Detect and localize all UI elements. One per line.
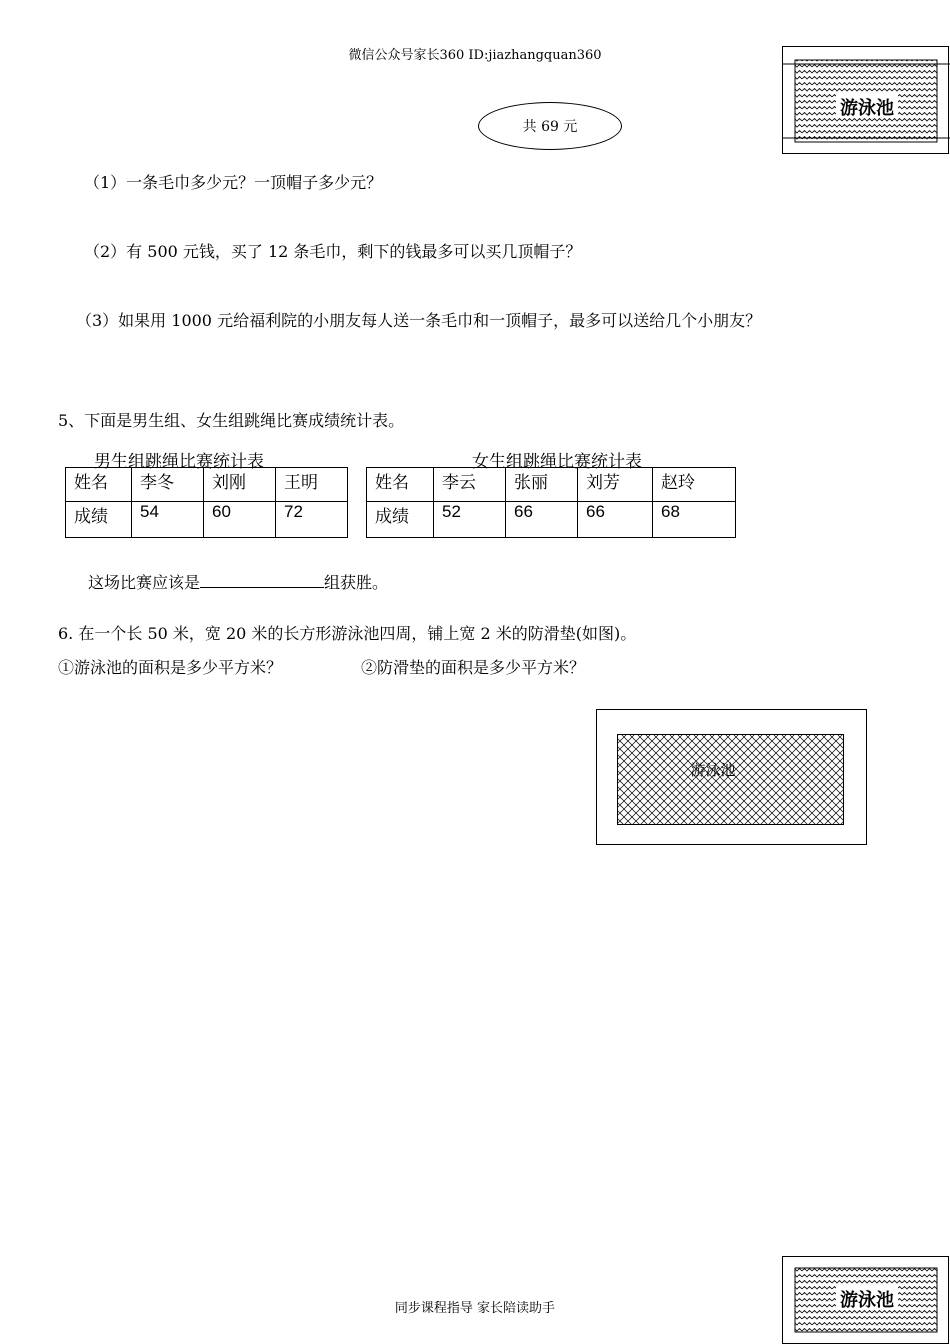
- page-footer: 同步课程指导 家长陪读助手: [394, 1301, 556, 1316]
- question-4-1: （1）一条毛巾多少元？一顶帽子多少元？: [84, 173, 383, 192]
- table-cell: 刘芳: [578, 468, 653, 502]
- girls-score-table: [366, 467, 736, 538]
- table-cell: 王明: [276, 468, 348, 502]
- table-cell: 姓名: [367, 468, 434, 502]
- answer-blank[interactable]: [200, 573, 324, 588]
- table-cell: 66: [506, 502, 578, 538]
- price-oval: [478, 102, 622, 150]
- table-cell: 张丽: [506, 468, 578, 502]
- table-cell: 李云: [434, 468, 506, 502]
- pool-badge-bottom: [782, 1256, 950, 1344]
- table-cell: 68: [653, 502, 736, 538]
- answer-suffix: 组获胜。: [324, 573, 389, 592]
- question-6-intro: 6. 在一个长 50 米，宽 20 米的长方形游泳池四周，铺上宽 2 米的防滑垫(如图)。: [58, 624, 637, 643]
- boys-table-title: 男生组跳绳比赛统计表: [94, 452, 264, 472]
- table-row: [367, 502, 736, 538]
- table-cell: 赵玲: [653, 468, 736, 502]
- table-cell: 72: [276, 502, 348, 538]
- pool-badge-graphic: [782, 1256, 950, 1344]
- pool-badge-top: [782, 46, 950, 156]
- table-cell: 66: [578, 502, 653, 538]
- pool-diagram-label: 游泳池: [690, 761, 736, 779]
- table-cell: 成绩: [66, 502, 132, 538]
- girls-table-title: 女生组跳绳比赛统计表: [472, 452, 642, 472]
- pool-badge-label: 游泳池: [840, 1290, 894, 1311]
- table-cell: 54: [132, 502, 204, 538]
- table-cell: 成绩: [367, 502, 434, 538]
- price-oval-text: 共 69 元: [522, 119, 578, 135]
- table-cell: 52: [434, 502, 506, 538]
- question-4-2: （2）有 500 元钱，买了 12 条毛巾，剩下的钱最多可以买几顶帽子？: [84, 242, 582, 261]
- table-row: [66, 502, 348, 538]
- question-4-3: （3）如果用 1000 元给福利院的小朋友每人送一条毛巾和一顶帽子，最多可以送给几个小朋友？: [76, 311, 762, 330]
- table-row: [66, 468, 348, 502]
- pool-diagram-graphic: [596, 709, 868, 846]
- answer-prefix: 这场比赛应该是: [88, 573, 201, 592]
- boys-score-table: [65, 467, 348, 538]
- pool-badge-label: 游泳池: [840, 98, 894, 119]
- question-5-answer-line: [88, 570, 388, 593]
- table-cell: 60: [204, 502, 276, 538]
- table-cell: 姓名: [66, 468, 132, 502]
- question-5-intro: 5、下面是男生组、女生组跳绳比赛成绩统计表。: [58, 411, 405, 430]
- table-row: [367, 468, 736, 502]
- page-header: 微信公众号家长360 ID:jiazhangquan360: [348, 48, 602, 63]
- pool-badge-graphic: [782, 46, 950, 156]
- question-6-sub1: ①游泳池的面积是多少平方米？: [58, 658, 283, 677]
- table-cell: 李冬: [132, 468, 204, 502]
- pool-diagram: [596, 709, 868, 850]
- table-cell: 刘刚: [204, 468, 276, 502]
- question-6-sub2: ②防滑垫的面积是多少平方米？: [361, 658, 586, 677]
